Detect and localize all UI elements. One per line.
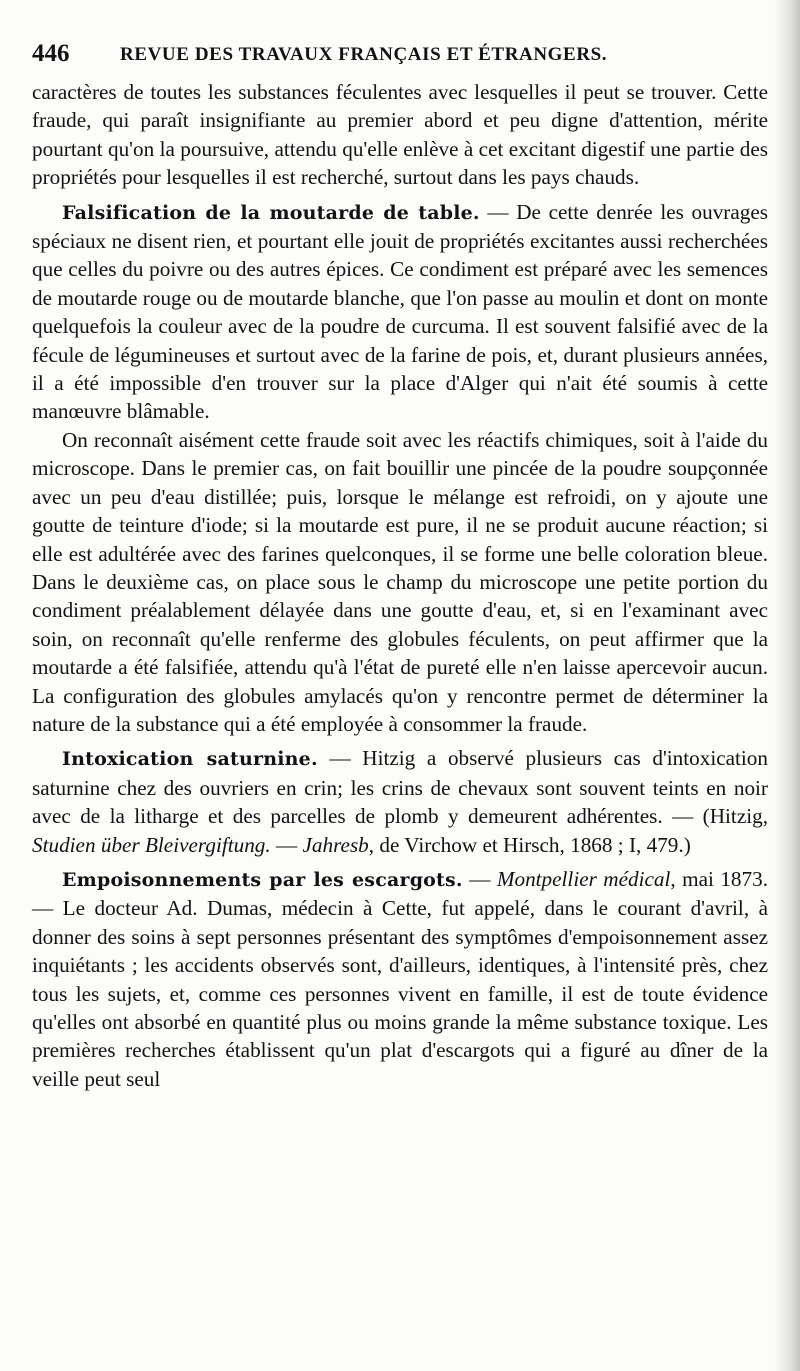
citation-source: Montpellier médical: [496, 866, 671, 891]
paragraph-continuation: caractères de toutes les substances féculentes avec lesquelles il peut se trouver. Cette fraude, qui paraît insignifiante au premier abord et peu digne d'attention, mérite pourtant qu'on la poursuive, attendu qu'elle enlève à cet excitant digestif une partie des propriétés pour lesquelles il est recherché, surtout dans les pays chauds.: [32, 80, 768, 190]
running-title: REVUE DES TRAVAUX FRANÇAIS ET ÉTRANGERS.: [120, 44, 608, 65]
section-saturnine: [32, 744, 768, 859]
section-mustard: [32, 198, 768, 426]
section-text-saturnine-a: — Hitzig a observé plusieurs cas d'intoxication saturnine chez des ouvriers en crin; les crins de chevaux sont souvent teints en noir avec de la litharge et des parcelles de plomb y demeurent adhérentes. — (Hitzig,: [32, 746, 768, 829]
citation-journal: Jahresb: [302, 832, 369, 857]
paragraph-detection: On reconnaît aisément cette fraude soit avec les réactifs chimiques, soit à l'aide du microscope. Dans le premier cas, on fait bouillir une pincée de la poudre soupçonnée avec un peu d'eau distillée; puis, lorsque le mélange est refroidi, on y ajoute une goutte de teinture d'iode; si la moutarde est pure, il ne se produit aucune réaction; si elle est adultérée avec des farines quelconques, il se forme une belle coloration bleue. Dans le deuxième cas, on place sous le champ du microscope une petite portion du condiment préalablement délayée dans une goutte d'eau, et, si en l'examinant avec soin, on reconnaît qu'elle renferme des globules féculents, on peut affirmer que la moutarde a été falsifiée, attendu qu'à l'état de pureté elle n'en laisse apercevoir aucun. La configuration des globules amylacés qu'on y rencontre permet de déterminer la nature de la substance qui a été employée à consommer la fraude.: [32, 427, 768, 736]
page-number: 446: [32, 40, 70, 67]
page-header: [32, 40, 772, 70]
section-title-saturnine: Intoxication saturnine.: [62, 748, 318, 771]
citation-title: Studien über Bleivergiftung.: [32, 832, 271, 857]
page-body: [32, 78, 768, 1093]
section-text-saturnine-c: , de Virchow et Hirsch, 1868 ; I, 479.): [368, 832, 691, 857]
section-text-saturnine-b: —: [270, 832, 303, 857]
page-edge-shadow: [774, 0, 800, 1371]
section-title-snails: Empoisonnements par les escargots.: [62, 868, 463, 891]
section-snails: [32, 865, 768, 1093]
section-text-snails-a: —: [462, 866, 497, 891]
section-text-mustard: — De cette denrée les ouvrages spéciaux ne disent rien, et pourtant elle jouit de propriétés excitantes aussi recherchées que celles du poivre ou des autres épices. Ce condiment est préparé avec les semences de moutarde rouge ou de moutarde blanche, que l'on passe au moulin et dont on monte quelquefois la couleur avec de la poudre de curcuma. Il est souvent falsifié avec de la fécule de légumineuses et surtout avec de la farine de pois, et, durant plusieurs années, il a été impossible d'en trouver sur la place d'Alger qui n'ait été soumis à cette manœuvre blâmable.: [32, 199, 768, 424]
section-text-snails-b: , mai 1873. — Le docteur Ad. Dumas, médecin à Cette, fut appelé, dans le courant d'avril, à donner des soins à sept personnes présentant des symptômes d'empoisonnement assez inquiétants ; les accidents observés sont, d'ailleurs, identiques, à l'intensité près, chez tous les sujets, et, comme ces personnes vivent en famille, il est de toute évidence qu'elles ont absorbé en quantité plus ou moins grande la même substance toxique. Les premières recherches établissent qu'un plat d'escargots qui a figuré au dîner de la veille peut seul: [32, 866, 768, 1091]
section-title-mustard: Falsification de la moutarde de table.: [62, 201, 480, 224]
